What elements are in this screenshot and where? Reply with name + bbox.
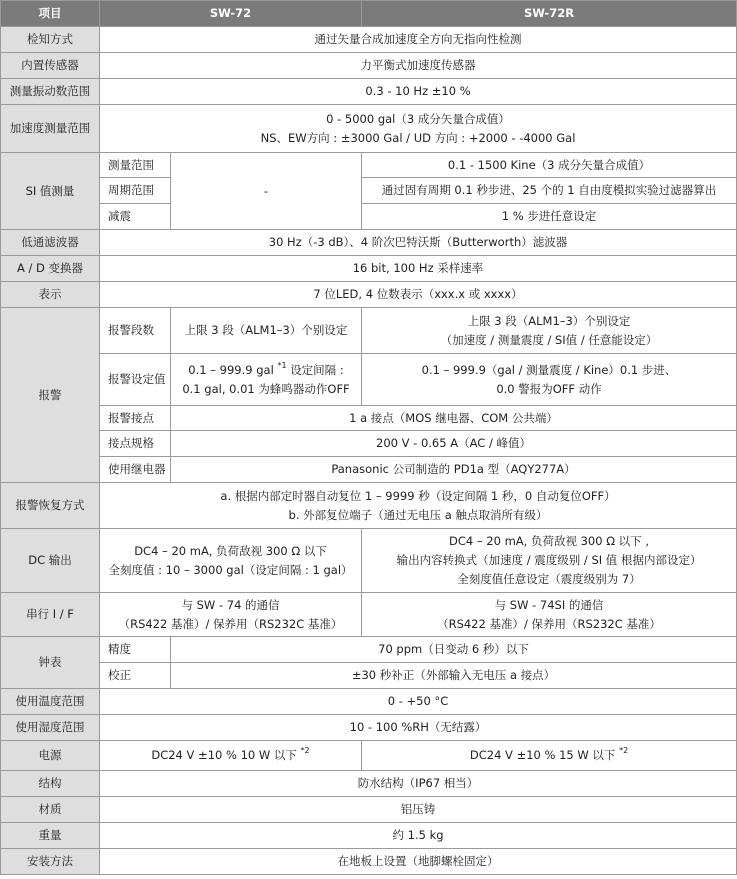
value-weight: 约 1.5 kg bbox=[100, 823, 737, 849]
row-clock-correction bbox=[1, 663, 737, 689]
value-install: 在地板上设置（地脚螺栓固定） bbox=[100, 849, 737, 875]
value-temp: 0 - +50 °C bbox=[100, 689, 737, 715]
alarm-setting-b-line-2: 0.0 警报为OFF 动作 bbox=[496, 381, 602, 396]
label-lowpass: 低通滤波器 bbox=[1, 230, 100, 256]
serial-a-line-1: 与 SW - 74 的通信 bbox=[181, 597, 280, 612]
row-reset bbox=[1, 483, 737, 529]
serial-b-line-2: （RS422 基准）/ 保养用（RS232C 基准） bbox=[437, 616, 661, 631]
header-row bbox=[1, 1, 737, 27]
row-power bbox=[1, 741, 737, 771]
row-accel bbox=[1, 105, 737, 153]
value-lowpass: 30 Hz（-3 dB）、4 阶次巴特沃斯（Butterworth）滤波器 bbox=[100, 230, 737, 256]
value-sensor: 力平衡式加速度传感器 bbox=[100, 53, 737, 79]
value-serial-a bbox=[100, 593, 362, 637]
label-humidity: 使用湿度范围 bbox=[1, 715, 100, 741]
row-alarm-steps bbox=[1, 308, 737, 354]
alarm-steps-b-line-2: （加速度 / 测量震度 / SI值 / 任意能设定） bbox=[440, 332, 658, 347]
alarm-setting-interval: 设定间隔 : bbox=[290, 362, 344, 377]
label-structure: 结构 bbox=[1, 771, 100, 797]
label-alarm: 报警 bbox=[1, 308, 100, 483]
value-alarm-setting-a bbox=[171, 354, 362, 406]
alarm-setting-b-line-1: 0.1 – 999.9（gal / 测量震度 / Kine）0.1 步进、 bbox=[421, 362, 677, 377]
value-alarm-contact: 1 a 接点（MOS 继电器、COM 公共端） bbox=[171, 406, 737, 431]
header-model-b: SW-72R bbox=[362, 1, 737, 27]
alarm-setting-a-line-1 bbox=[175, 361, 357, 380]
label-alarm-rating: 接点规格 bbox=[100, 431, 171, 457]
value-humidity: 10 - 100 %RH（无结露） bbox=[100, 715, 737, 741]
row-temp bbox=[1, 689, 737, 715]
accel-line-2: NS、EW方向 : ±3000 Gal / UD 方向 : +2000 - -4000 Gal bbox=[260, 130, 576, 145]
header-item: 项目 bbox=[1, 1, 100, 27]
row-freq bbox=[1, 79, 737, 105]
value-power-b bbox=[362, 741, 737, 771]
label-temp: 使用温度范围 bbox=[1, 689, 100, 715]
power-a-text: DC24 V ±10 % 10 W 以下 bbox=[151, 748, 297, 762]
value-reset bbox=[100, 483, 737, 529]
value-material: 铝压铸 bbox=[100, 797, 737, 823]
alarm-setting-a-line-2: 0.1 gal, 0.01 为蜂鸣器动作OFF bbox=[182, 381, 350, 396]
value-alarm-steps-a: 上限 3 段（ALM1–3）个别设定 bbox=[171, 308, 362, 354]
value-detection: 通过矢量合成加速度全方向无指向性检测 bbox=[100, 27, 737, 53]
serial-b-line-1: 与 SW - 74SI 的通信 bbox=[494, 597, 604, 612]
dc-b-line-2: 输出内容转换式（加速度 / 震度级别 / SI 值 根据内部设定） bbox=[396, 553, 702, 567]
label-install: 安装方法 bbox=[1, 849, 100, 875]
value-dc-a bbox=[100, 529, 362, 593]
label-clock-correction: 校正 bbox=[100, 663, 171, 689]
row-dc bbox=[1, 529, 737, 593]
label-freq: 测量振动数范围 bbox=[1, 79, 100, 105]
label-detection: 检知方式 bbox=[1, 27, 100, 53]
label-display: 表示 bbox=[1, 282, 100, 308]
value-dc-b bbox=[362, 529, 737, 593]
row-alarm-rating bbox=[1, 431, 737, 457]
dc-b-line-1: DC4 – 20 mA, 负荷敌视 300 Ω 以下 , bbox=[449, 534, 649, 548]
footnote-2-a: *2 bbox=[300, 746, 310, 756]
accel-line-1: 0 - 5000 gal（3 成分矢量合成值） bbox=[326, 111, 510, 126]
row-si-range bbox=[1, 153, 737, 178]
row-weight bbox=[1, 823, 737, 849]
row-alarm-setting bbox=[1, 354, 737, 406]
label-power: 电源 bbox=[1, 741, 100, 771]
alarm-setting-range: 0.1 – 999.9 gal bbox=[188, 362, 274, 377]
value-si-period: 通过固有周期 0.1 秒步进、25 个的 1 自由度模拟实验过滤器算出 bbox=[362, 178, 737, 204]
row-structure bbox=[1, 771, 737, 797]
value-serial-b bbox=[362, 593, 737, 637]
footnote-1: *1 bbox=[277, 360, 287, 370]
row-si-period bbox=[1, 178, 737, 204]
value-power-a bbox=[100, 741, 362, 771]
value-si-model-a: - bbox=[171, 153, 362, 230]
row-clock-precision bbox=[1, 637, 737, 663]
label-alarm-relay: 使用继电器 bbox=[100, 457, 171, 483]
label-alarm-setting: 报警设定值 bbox=[100, 354, 171, 406]
row-alarm-contact bbox=[1, 406, 737, 431]
row-material bbox=[1, 797, 737, 823]
row-serial bbox=[1, 593, 737, 637]
label-adc: A / D 变换器 bbox=[1, 256, 100, 282]
value-clock-precision: 70 ppm（日变动 6 秒）以下 bbox=[171, 637, 737, 663]
value-freq: 0.3 - 10 Hz ±10 % bbox=[100, 79, 737, 105]
row-si-damping bbox=[1, 204, 737, 230]
label-si-period: 周期范围 bbox=[100, 178, 171, 204]
value-alarm-steps-b bbox=[362, 308, 737, 354]
label-accel: 加速度测量范围 bbox=[1, 105, 100, 153]
value-alarm-relay: Panasonic 公司制造的 PD1a 型（AQY277A） bbox=[171, 457, 737, 483]
row-adc bbox=[1, 256, 737, 282]
value-accel bbox=[100, 105, 737, 153]
label-si-damping: 减震 bbox=[100, 204, 171, 230]
dc-a-line-2: 全刻度值 : 10 – 3000 gal（设定间隔 : 1 gal） bbox=[108, 562, 353, 577]
label-weight: 重量 bbox=[1, 823, 100, 849]
value-si-damping: 1 % 步进任意设定 bbox=[362, 204, 737, 230]
label-dc: DC 输出 bbox=[1, 529, 100, 593]
label-clock: 钟表 bbox=[1, 637, 100, 689]
row-humidity bbox=[1, 715, 737, 741]
value-alarm-rating: 200 V - 0.65 A（AC / 峰值） bbox=[171, 431, 737, 457]
value-clock-correction: ±30 秒补正（外部输入无电压 a 接点） bbox=[171, 663, 737, 689]
value-structure: 防水结构（IP67 相当） bbox=[100, 771, 737, 797]
footnote-2-b: *2 bbox=[619, 746, 629, 756]
label-clock-precision: 精度 bbox=[100, 637, 171, 663]
row-lowpass bbox=[1, 230, 737, 256]
label-material: 材质 bbox=[1, 797, 100, 823]
alarm-steps-b-line-1: 上限 3 段（ALM1–3）个别设定 bbox=[467, 313, 631, 328]
power-b-text: DC24 V ±10 % 15 W 以下 bbox=[469, 748, 616, 762]
value-si-range: 0.1 - 1500 Kine（3 成分矢量合成值） bbox=[362, 153, 737, 178]
row-install bbox=[1, 849, 737, 875]
label-alarm-contact: 报警接点 bbox=[100, 406, 171, 431]
row-alarm-relay bbox=[1, 457, 737, 483]
row-detection bbox=[1, 27, 737, 53]
value-adc: 16 bit, 100 Hz 采样速率 bbox=[100, 256, 737, 282]
reset-line-2: b. 外部复位端子（通过无电压 a 触点取消所有级） bbox=[288, 507, 548, 522]
label-serial: 串行 I / F bbox=[1, 593, 100, 637]
row-display bbox=[1, 282, 737, 308]
row-sensor bbox=[1, 53, 737, 79]
value-display: 7 位LED, 4 位数表示（xxx.x 或 xxxx） bbox=[100, 282, 737, 308]
value-alarm-setting-b bbox=[362, 354, 737, 406]
dc-b-line-3: 全刻度值任意设定（震度级别为 7） bbox=[457, 572, 641, 586]
header-model-a: SW-72 bbox=[100, 1, 362, 27]
label-si-range: 测量范围 bbox=[100, 153, 171, 178]
label-sensor: 内置传感器 bbox=[1, 53, 100, 79]
dc-a-line-1: DC4 – 20 mA, 负荷敌视 300 Ω 以下 bbox=[134, 543, 327, 558]
label-reset: 报警恢复方式 bbox=[1, 483, 100, 529]
serial-a-line-2: （RS422 基准）/ 保养用（RS232C 基准） bbox=[118, 616, 343, 631]
label-alarm-steps: 报警段数 bbox=[100, 308, 171, 354]
label-si: SI 值测量 bbox=[1, 153, 100, 230]
reset-line-1: a. 根据内部定时器自动复位 1 – 9999 秒（设定间隔 1 秒，0 自动复位OFF） bbox=[220, 488, 616, 503]
